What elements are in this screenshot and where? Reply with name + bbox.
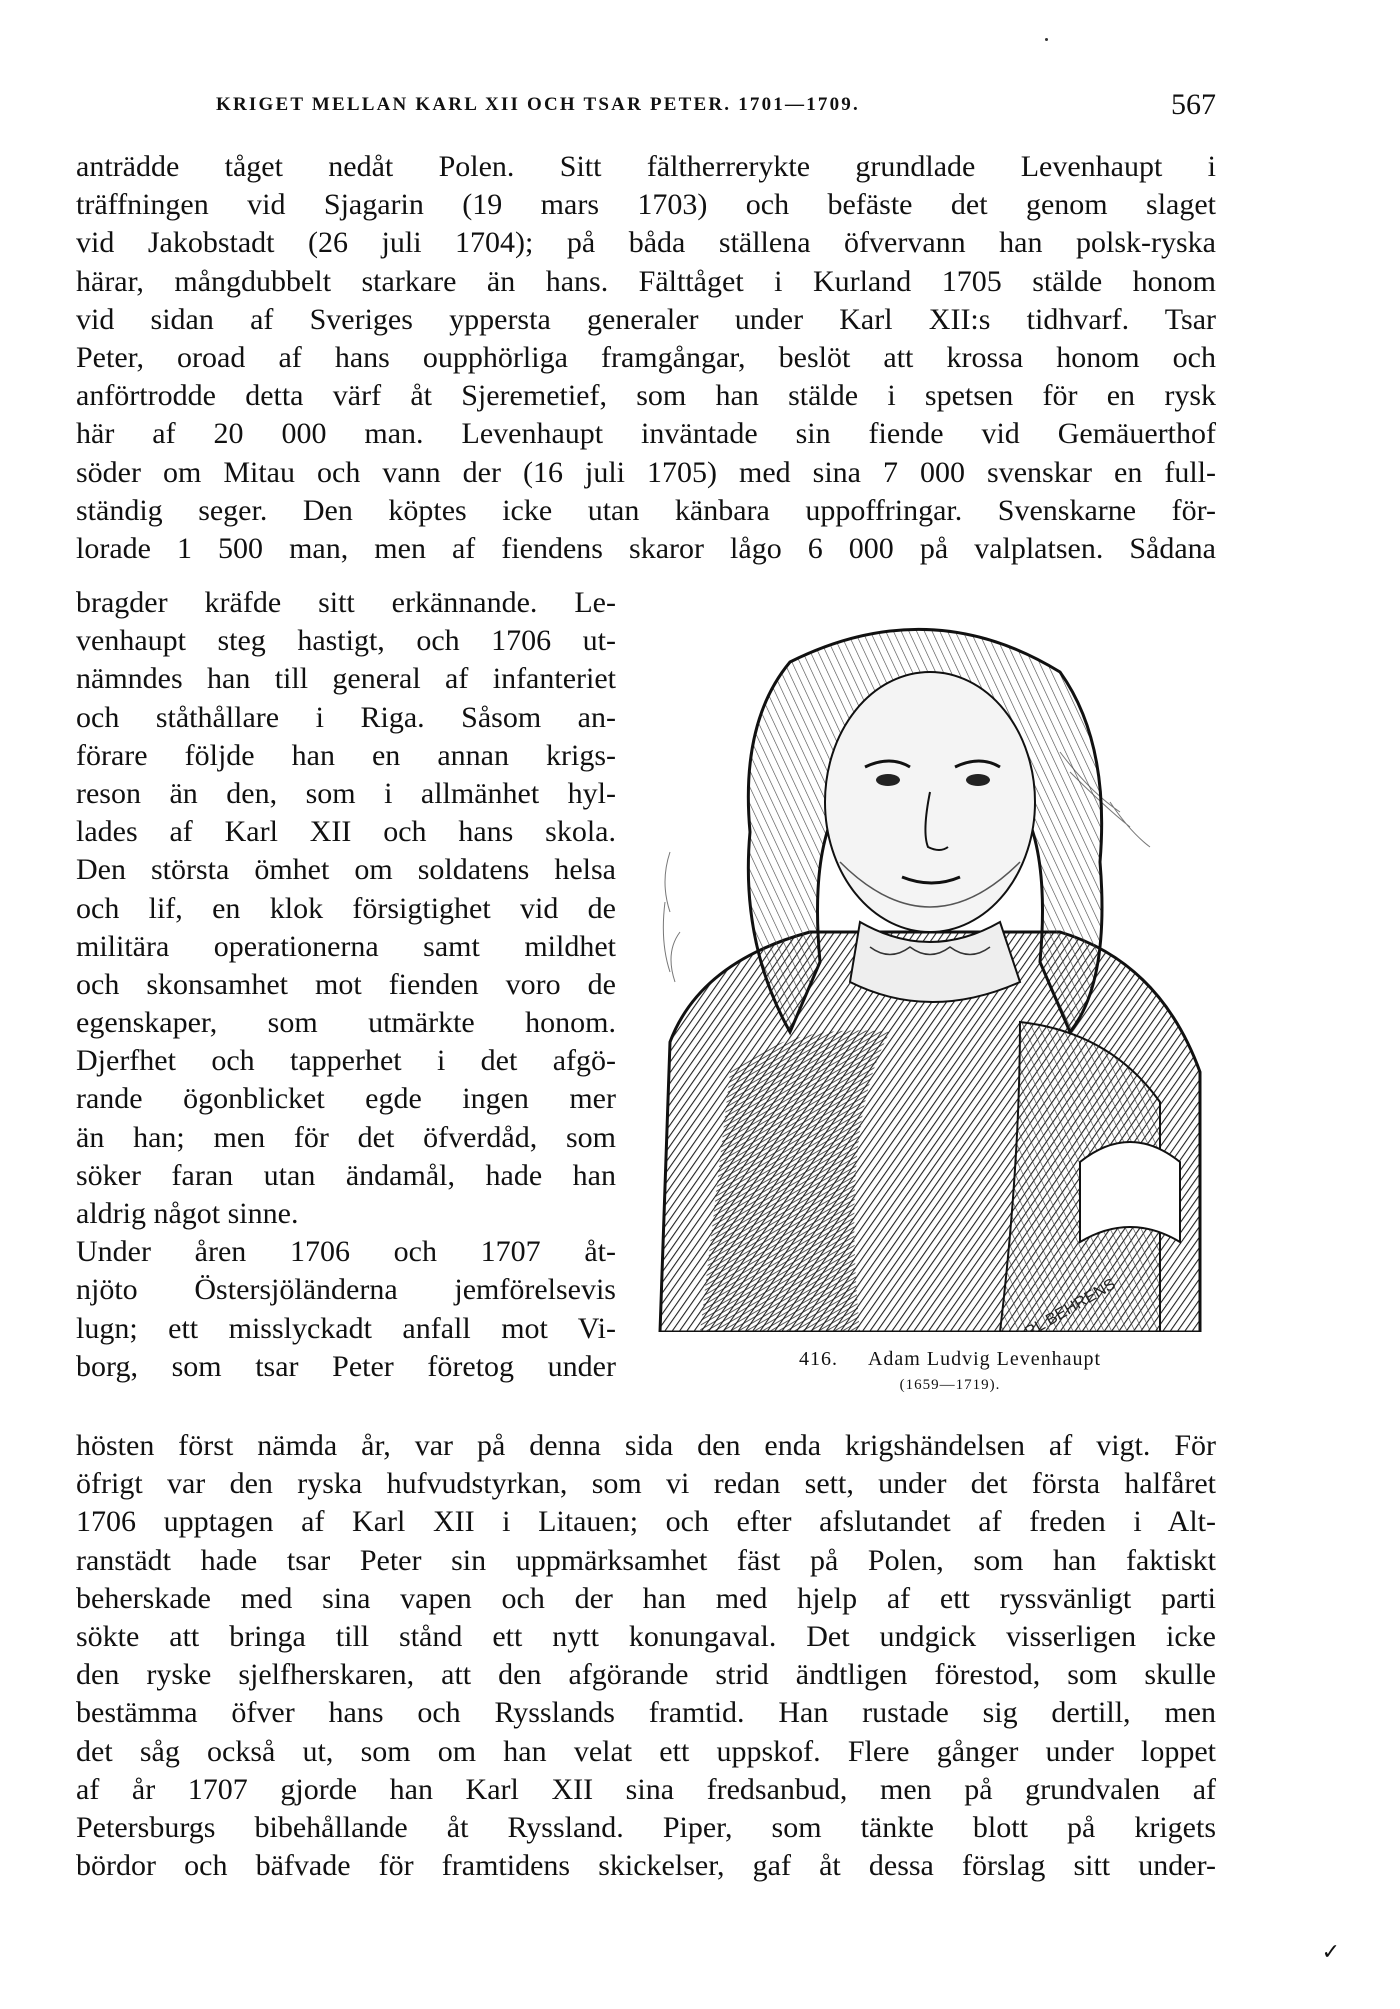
text-line: härar, mångdubbelt starkare än hans. Fälttåget i Kurland 1705 stälde honom <box>76 264 1216 298</box>
text-line: den ryske sjelfherskaren, att den afgörande strid ändtligen förestod, som skulle <box>76 1658 1216 1692</box>
text-line: än han; men för det öfverdåd, som <box>76 1120 616 1154</box>
text-line: venhaupt steg hastigt, och 1706 ut- <box>76 624 616 658</box>
text-line: förare följde han en annan krigs- <box>76 738 616 772</box>
portrait-engraving <box>640 602 1220 1332</box>
text-line: bragder kräfde sitt erkännande. Le- <box>76 586 616 619</box>
text-line: Petersburgs bibehållande åt Ryssland. Piper, som tänkte blott på krigets <box>76 1810 1216 1844</box>
text-line: rande ögonblicket egde ingen mer <box>76 1082 616 1116</box>
text-line: bestämma öfver hans och Rysslands framtid. Han rustade sig dertill, men <box>76 1696 1216 1730</box>
text-line: träffningen vid Sjagarin (19 mars 1703) och befäste det genom slaget <box>76 188 1216 222</box>
figure-title: Adam Ludvig Levenhaupt <box>867 1348 1102 1370</box>
text-line: och lif, en klok försigtighet vid de <box>76 891 616 925</box>
text-line: Under åren 1706 och 1707 åt- <box>76 1235 616 1269</box>
text-line: lades af Karl XII och hans skola. <box>76 815 616 849</box>
page-header <box>76 88 1216 128</box>
text-line: och skonsamhet mot fienden voro de <box>76 967 616 1001</box>
page-number: 567 <box>1171 88 1216 121</box>
text-line: 1706 upptagen af Karl XII i Litauen; och efter afslutandet af freden i Alt- <box>76 1505 1216 1539</box>
text-line: och ståthållare i Riga. Såsom an- <box>76 700 616 734</box>
engraver-signature: CARL BEHRENS <box>1002 1275 1119 1332</box>
text-line: borg, som tsar Peter företog under <box>76 1349 616 1383</box>
portrait-figure <box>640 602 1220 1332</box>
text-line: reson än den, som i allmänhet hyl- <box>76 776 616 810</box>
figure-caption <box>700 1345 1200 1397</box>
text-line: Peter, oroad af hans oupphörliga framgångar, beslöt att krossa honom och <box>76 340 1216 374</box>
text-line: militära operationerna samt mildhet <box>76 929 616 963</box>
wrapped-paragraph <box>76 584 616 1386</box>
running-head: KRIGET MELLAN KARL XII OCH TSAR PETER. 1701—1709. <box>216 94 860 115</box>
text-line: egenskaper, som utmärkte honom. <box>76 1006 616 1040</box>
scan-speck <box>1045 38 1048 41</box>
text-line: söker faran utan ändamål, hade han <box>76 1158 616 1192</box>
figure-number: 416. <box>798 1348 838 1370</box>
figure-dates: (1659—1719). <box>899 1377 1001 1393</box>
text-line: njöto Östersjöländerna jemförelsevis <box>76 1273 616 1307</box>
bottom-paragraph <box>76 1427 1216 1885</box>
text-line: vid sidan af Sveriges yppersta generaler under Karl XII:s tidhvarf. Tsar <box>76 302 1216 336</box>
text-line: anträdde tåget nedåt Polen. Sitt fältherrerykte grundlade Levenhaupt i <box>76 150 1216 183</box>
text-line: öfrigt var den ryska hufvudstyrkan, som vi redan sett, under det första halfåret <box>76 1467 1216 1501</box>
text-line: sökte att bringa till stånd ett nytt konungaval. Det undgick visserligen icke <box>76 1619 1216 1653</box>
text-line: bördor och bäfvade för framtidens skickelser, gaf åt dessa förslag sitt under- <box>76 1849 1216 1883</box>
text-line: anförtrodde detta värf åt Sjeremetief, som han stälde i spetsen för en rysk <box>76 379 1216 413</box>
face <box>825 672 1035 932</box>
text-line: ständig seger. Den köptes icke utan känbara uppoffringar. Svenskarne för- <box>76 493 1216 527</box>
text-line: lorade 1 500 man, men af fiendens skaror lågo 6 000 på valplatsen. Sådana <box>76 531 1216 565</box>
text-line: Djerfhet och tapperhet i det afgö- <box>76 1044 616 1078</box>
stray-pen-mark: ✓ <box>1321 1939 1340 1964</box>
text-line: det såg också ut, som om han velat ett uppskof. Flere gånger under loppet <box>76 1734 1216 1768</box>
text-line: hösten först nämda år, var på denna sida den enda krigshändelsen af vigt. För <box>76 1429 1216 1462</box>
text-line: aldrig något sinne. <box>76 1197 299 1230</box>
text-line: ranstädt hade tsar Peter sin uppmärksamhet fäst på Polen, som han faktiskt <box>76 1543 1216 1577</box>
text-line: af år 1707 gjorde han Karl XII sina fredsanbud, men på grundvalen af <box>76 1772 1216 1806</box>
text-line: Den största ömhet om soldatens helsa <box>76 853 616 887</box>
text-line: nämndes han till general af infanteriet <box>76 662 616 696</box>
text-line: beherskade med sina vapen och der han med hjelp af ett ryssvänligt parti <box>76 1581 1216 1615</box>
text-line: lugn; ett misslyckadt anfall mot Vi- <box>76 1311 616 1345</box>
text-line: söder om Mitau och vann der (16 juli 1705) med sina 7 000 svenskar en full- <box>76 455 1216 489</box>
text-line: här af 20 000 man. Levenhaupt inväntade sin fiende vid Gemäuerthof <box>76 417 1216 451</box>
top-paragraph <box>76 148 1216 568</box>
text-line: vid Jakobstadt (26 juli 1704); på båda ställena öfvervann han polsk-ryska <box>76 226 1216 260</box>
